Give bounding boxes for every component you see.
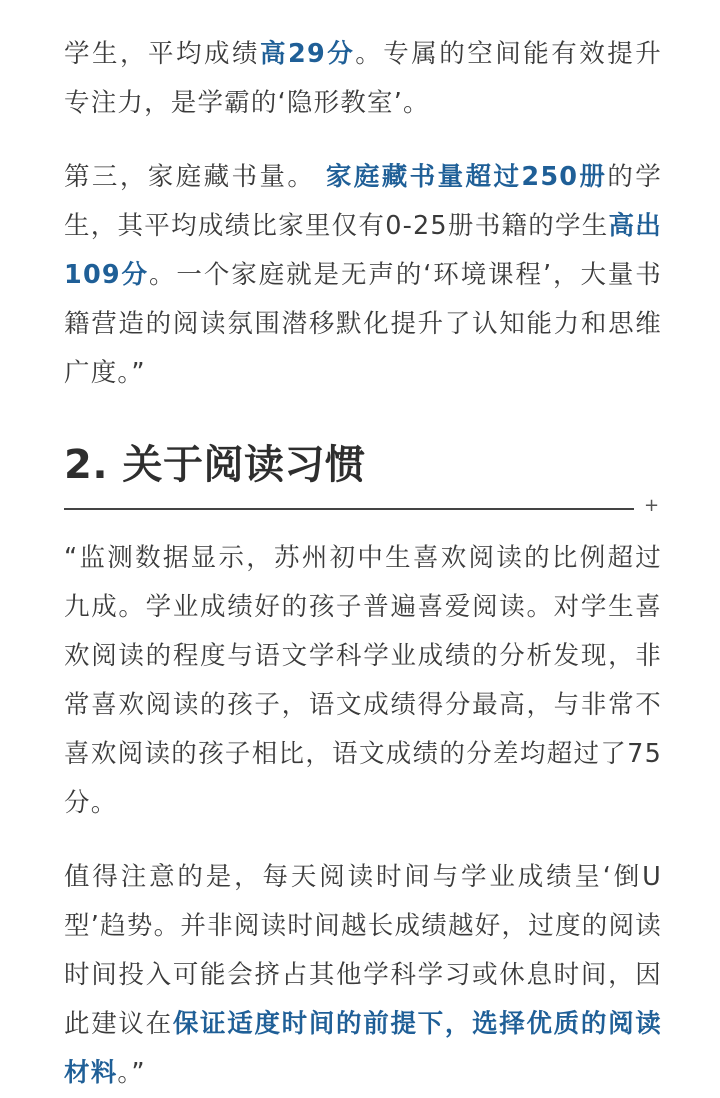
paragraph-study-space [64,30,662,128]
paragraph-text: 。” [117,1058,146,1088]
paragraph-text: 的学生，其平均成绩比家里仅有0-25册书籍的学生 [64,162,662,241]
highlight-recommendation: 保证适度时间的前提下，选择优质的阅读材料 [64,1009,662,1088]
paragraph-home-books [64,153,662,398]
paragraph-text: 值得注意的是，每天阅读时间与学业成绩呈‘倒U型’趋势。并非阅读时间越长成绩越好，过度的阅读时间投入可能会挤占其他学科学习或休息时间，因此建议在 [64,862,662,1039]
article-body [64,30,662,1098]
section-heading-reading-habits: 2. 关于阅读习惯 [64,442,366,488]
heading-divider [64,495,662,516]
highlight-score-difference: 高出109分 [64,211,662,290]
paragraph-reading-time [64,853,662,1098]
plus-icon: + [644,495,660,516]
highlight-score-gain: 高29分 [260,39,356,69]
paragraph-text: 学生，平均成绩 [64,39,261,69]
paragraph-reading-survey [64,534,662,828]
paragraph-text: 第三，家庭藏书量。 [64,162,316,192]
divider-line [64,508,634,510]
paragraph-text: 。专属的空间能有效提升专注力，是学霸的‘隐形教室’。 [64,39,662,118]
paragraph-text: 。一个家庭就是无声的‘环境课程’，大量书籍营造的阅读氛围潜移默化提升了认知能力和思维广度。” [64,260,662,388]
paragraph-text: “监测数据显示，苏州初中生喜欢阅读的比例超过九成。学业成绩好的孩子普遍喜爱阅读。对学生喜欢阅读的程度与语文学科学业成绩的分析发现，非常喜欢阅读的孩子，语文成绩得分最高，与非常不喜欢阅读的孩子相比，语文成绩的分差均超过了75分。 [64,543,662,818]
highlight-book-count: 家庭藏书量超过250册 [325,162,608,192]
